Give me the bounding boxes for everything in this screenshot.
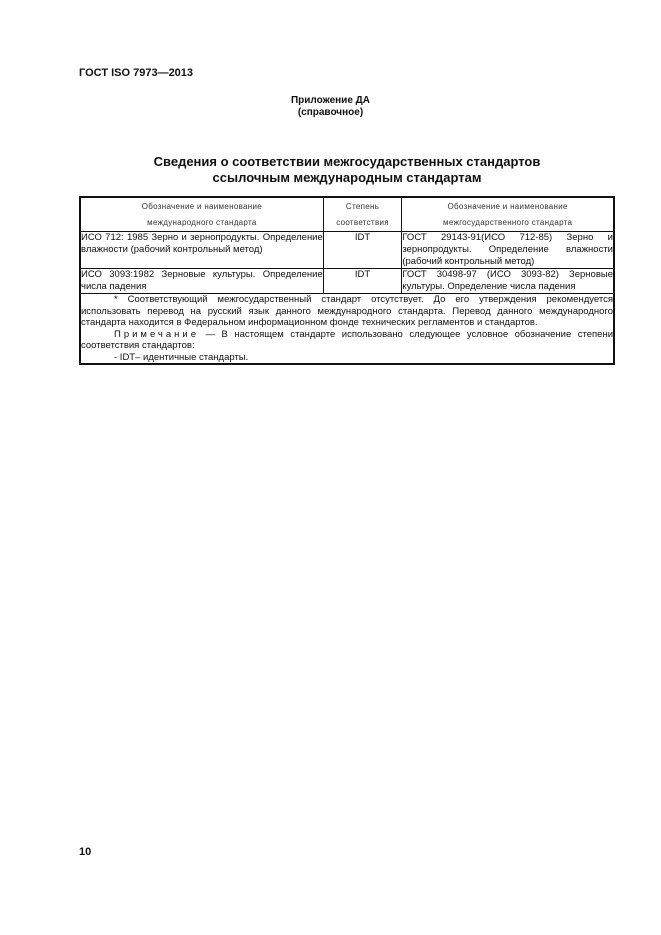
header-gost-standard [402, 197, 614, 232]
table-row [80, 232, 614, 269]
footnote-star: * Соответствующий межгосударственный стандарт отсутствует. До его утверждения рекомендуется использовать перевод на русский язык данного международного стандарта. Перевод данного международного стандарта находится в Федеральном информационном фонде технических регламентов и стандартов. [81, 294, 613, 328]
note-text: — В настоящем стандарте использовано следующее условное обозначение степени соответствия стандартов: [81, 328, 614, 351]
note-label: Примечание [114, 328, 199, 340]
header-degree [323, 197, 402, 232]
document-code: ГОСТ ISO 7973—2013 [79, 67, 194, 79]
section-title-line2: ссылочным международным стандартам [212, 170, 482, 185]
header-intl-standard [80, 197, 323, 232]
cell-degree: IDT [323, 232, 402, 269]
footnote-idt: - IDT– идентичные стандарты. [114, 351, 249, 363]
section-title [79, 154, 615, 186]
table-header-row [80, 197, 614, 232]
table-footnote [80, 294, 614, 365]
footnote-note [81, 329, 613, 352]
cell-gost-standard: ГОСТ 30498-97 (ИСО 3093-82) Зерновые культуры. Определение числа падения [402, 269, 613, 292]
page-number: 10 [79, 846, 92, 858]
annex-heading [0, 95, 661, 119]
cell-intl-standard: ИСО 712: 1985 Зерно и зернопродукты. Определение влажности (рабочий контрольный метод) [80, 232, 323, 269]
table-footnote-row [80, 294, 614, 365]
annex-note: (справочное) [297, 107, 364, 118]
header-col1-line2: международного стандарта [147, 217, 257, 227]
header-col2-line2: соответствия [336, 217, 389, 227]
cell-gost-standard: ГОСТ 29143-91(ИСО 712-85) Зерно и зернопродукты. Определение влажности (рабочий контрольный метод) [402, 232, 613, 267]
cell-degree: IDT [323, 269, 402, 294]
correspondence-table [79, 196, 615, 365]
header-col2-line1: Степень [345, 201, 380, 211]
header-col3-line1: Обозначение и наименование [447, 201, 568, 211]
header-col1-line1: Обозначение и наименование [141, 201, 263, 211]
annex-title: Приложение ДА [290, 95, 371, 106]
table-row [80, 269, 614, 294]
cell-intl-standard: ИСО 3093:1982 Зерновые культуры. Определение числа падения [81, 269, 323, 292]
header-col3-line2: межгосударственного стандарта [443, 217, 573, 227]
section-title-line1: Сведения о соответствии межгосударственных стандартов [153, 154, 541, 169]
